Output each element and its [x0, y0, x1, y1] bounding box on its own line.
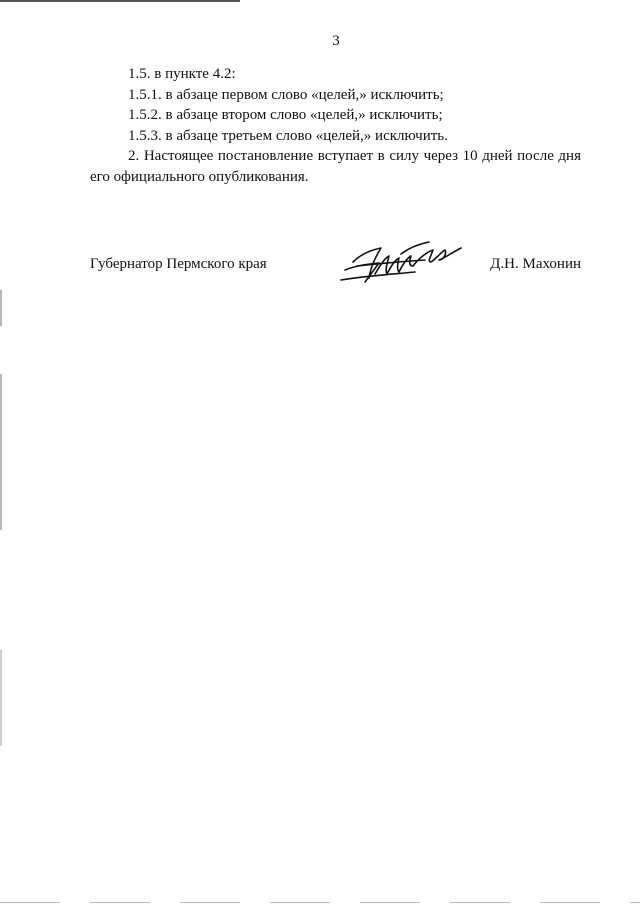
- paragraph-1-5: 1.5. в пункте 4.2:: [128, 66, 236, 82]
- paragraph-2: 2. Настоящее постановление вступает в силу через 10 дней после дня его официального опубликования.: [90, 148, 581, 185]
- handwritten-signature: [335, 236, 465, 288]
- paragraph-1-5-1: 1.5.1. в абзаце первом слово «целей,» исключить;: [128, 86, 444, 103]
- paragraph-1-5-2: 1.5.2. в абзаце втором слово «целей,» исключить;: [128, 107, 443, 123]
- document-body: [90, 64, 581, 187]
- scan-edge-bottom: [0, 902, 640, 903]
- signatory-name: Д.Н. Махонин: [490, 256, 581, 272]
- signatory-title: Губернатор Пермского края: [90, 256, 267, 272]
- scan-edge-left: [0, 290, 2, 890]
- page-number: 3: [332, 33, 340, 49]
- scan-edge-top: [0, 0, 240, 2]
- paragraph-1-5-3: 1.5.3. в абзаце третьем слово «целей,» исключить.: [128, 127, 448, 144]
